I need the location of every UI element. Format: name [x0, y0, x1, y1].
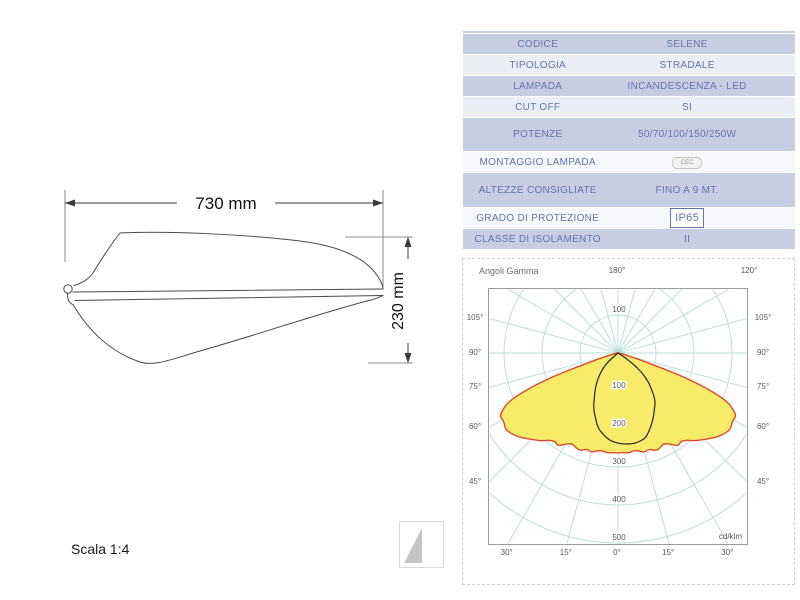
radial-tick-label: 300 [612, 457, 626, 466]
spec-row-value: INCANDESCENZA - LED [627, 80, 747, 92]
radial-tick-label: 100 [612, 305, 626, 314]
spec-row-label: MONTAGGIO LAMPADA [479, 156, 596, 168]
gamma-label-left: 60° [468, 421, 482, 431]
lamp-outline [64, 232, 383, 363]
spec-row-label: CUT OFF [515, 101, 561, 113]
lamp-technical-drawing [0, 178, 450, 400]
spec-table-row [463, 97, 795, 117]
gamma-label-bottom: 30° [721, 548, 734, 557]
gamma-label-bottom: 15° [559, 548, 572, 557]
gamma-label-left: 45° [468, 476, 482, 486]
spec-row-label: CLASSE DI ISOLAMENTO [474, 233, 601, 245]
spec-row-label: TIPOLOGIA [509, 59, 566, 71]
spec-row-value [612, 208, 761, 228]
spec-row-value [612, 156, 761, 169]
spec-row-label: LAMPADA [513, 80, 563, 92]
lamp-mounting-logo: CEC [672, 157, 703, 169]
spec-table-row [463, 55, 795, 75]
spec-table-row [463, 229, 795, 249]
gamma-label-180: 180° [608, 266, 626, 275]
gamma-label-left: 105° [466, 312, 484, 322]
spec-row-value: STRADALE [659, 59, 715, 71]
spec-table-row [463, 152, 795, 172]
polar-plot-frame [488, 288, 748, 545]
spec-table-row [463, 34, 795, 54]
scale-label: Scala 1:4 [71, 541, 130, 557]
gamma-label-bottom: 15° [662, 548, 675, 557]
gamma-label-right: 90° [756, 347, 770, 357]
photometric-chart-panel [462, 258, 795, 585]
gamma-label-120: 120° [740, 266, 758, 275]
polar-plot [489, 289, 747, 544]
unit-label: cd/klm [718, 532, 742, 541]
radial-tick-label: 500 [612, 533, 626, 542]
spec-row-label: CODICE [517, 38, 559, 50]
dimension-730-label: 730 mm [195, 194, 257, 213]
spec-table-row [463, 76, 795, 96]
chart-title: Angoli Gamma [479, 266, 539, 276]
scale-indicator [399, 521, 444, 568]
spec-row-value: II [684, 233, 691, 245]
gamma-label-left: 75° [468, 382, 482, 392]
ip-rating-box: IP65 [670, 208, 704, 228]
gamma-label-bottom: 30° [500, 548, 513, 557]
table-top-rule [463, 31, 795, 33]
spec-row-value: SELENE [666, 38, 708, 50]
radial-tick-label: 200 [612, 419, 626, 428]
gamma-label-right: 105° [754, 312, 772, 322]
yellow_region [501, 353, 736, 453]
spec-table-row [463, 208, 795, 228]
spec-row-label: POTENZE [513, 129, 563, 140]
gamma-label-right: 75° [756, 382, 770, 392]
spec-row-label: ALTEZZE CONSIGLIATE [478, 184, 597, 196]
spec-table-row [463, 118, 795, 151]
spec-table [463, 31, 795, 250]
dimension-230-label: 230 mm [390, 272, 407, 330]
radial-tick-label: 400 [612, 495, 626, 504]
spec-row-value: FINO A 9 MT. [655, 184, 719, 196]
spec-table-row [463, 173, 795, 207]
spec-row-value: 50/70/100/150/250W [637, 129, 737, 140]
spec-row-label: GRADO DI PROTEZIONE [476, 212, 600, 224]
gamma-label-bottom: 0° [613, 548, 621, 557]
gamma-label-right: 45° [756, 476, 770, 486]
radial-tick-label: 100 [612, 381, 626, 390]
spec-row-value: SI [682, 101, 693, 113]
gamma-label-right: 60° [756, 421, 770, 431]
gamma-label-left: 90° [468, 347, 482, 357]
scale-triangle-icon [404, 528, 422, 563]
